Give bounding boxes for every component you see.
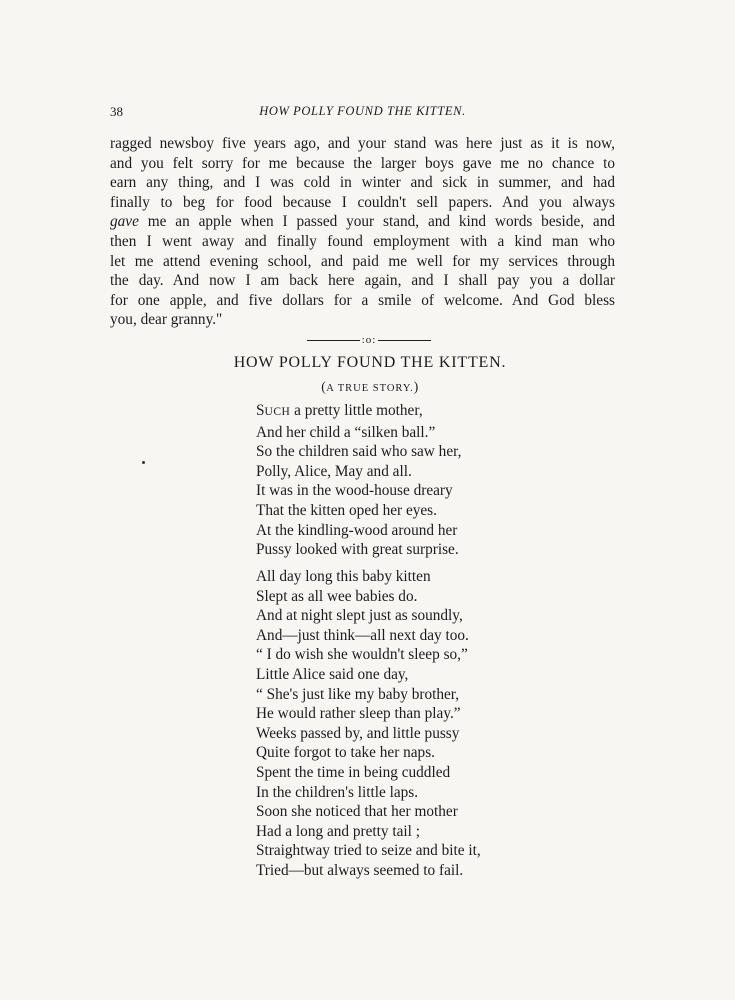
subtitle-close-paren: ) bbox=[413, 379, 419, 394]
verse-line: Weeks passed by, and little pussy bbox=[256, 724, 460, 742]
subtitle-open-paren: ( bbox=[321, 379, 327, 394]
verse-line: All day long this baby kitten bbox=[256, 568, 431, 585]
verse-line-first bbox=[256, 401, 461, 423]
subtitle-text: A TRUE STORY. bbox=[326, 383, 414, 394]
verse-line: Quite forgot to take her naps. bbox=[256, 744, 435, 762]
verse-line: So the children said who saw her, bbox=[256, 443, 462, 461]
verse-line: He would rather sleep than play.” bbox=[256, 705, 461, 723]
prose-paragraph bbox=[110, 134, 615, 330]
divider-rule-left bbox=[307, 340, 360, 341]
initial-letter: S bbox=[256, 402, 265, 419]
running-title: HOW POLLY FOUND THE KITTEN. bbox=[259, 104, 466, 118]
prose-line: you, dear granny." bbox=[110, 311, 223, 329]
verse-line: Soon she noticed that her mother bbox=[256, 803, 458, 821]
poem-title: HOW POLLY FOUND THE KITTEN. bbox=[233, 354, 507, 371]
verse-line: Had a long and pretty tail ; bbox=[256, 822, 420, 840]
verse-line: In the children's little laps. bbox=[256, 783, 419, 801]
stanza-1 bbox=[256, 401, 461, 560]
verse-line: “ She's just like my baby brother, bbox=[256, 685, 460, 703]
prose-line: the day. And now I am back here again, and I shall pay you a dollar bbox=[110, 272, 615, 290]
verse-line: Tried—but always seemed to fail. bbox=[256, 861, 464, 879]
prose-line: for one apple, and five dollars for a smile of welcome. And God bless bbox=[110, 291, 615, 309]
prose-line: then I went away and finally found employment with a kind man who bbox=[110, 232, 615, 250]
small-caps-rest: UCH bbox=[264, 406, 291, 418]
divider-rule-right bbox=[378, 340, 431, 341]
verse-line: Spent the time in being cuddled bbox=[256, 763, 451, 781]
verse-line: Polly, Alice, May and all. bbox=[256, 462, 412, 480]
verse-line: Straightway tried to seize and bite it, bbox=[256, 842, 481, 860]
prose-line: and you felt sorry for me because the larger boys gave me no chance to bbox=[110, 154, 615, 172]
verse-line: Little Alice said one day, bbox=[256, 665, 409, 683]
prose-line: let me attend evening school, and paid me well for my services through bbox=[110, 252, 615, 270]
prose-line: finally to beg for food because I couldn't sell papers. And you always bbox=[110, 193, 615, 211]
stanza-2 bbox=[256, 567, 481, 881]
prose-line: ragged newsboy five years ago, and your stand was here just as it is now, bbox=[110, 135, 615, 152]
verse-line: “ I do wish she wouldn't sleep so,” bbox=[256, 646, 468, 664]
verse-line: And—just think—all next day too. bbox=[256, 626, 469, 644]
verse-line-rest: a pretty little mother, bbox=[290, 402, 423, 419]
running-head bbox=[110, 104, 615, 120]
verse-line: Slept as all wee babies do. bbox=[256, 587, 418, 605]
verse-line: At the kindling-wood around her bbox=[256, 521, 458, 539]
prose-line-rest: me an apple when I passed your stand, and kind words beside, and bbox=[147, 213, 616, 231]
page-number: 38 bbox=[110, 104, 123, 119]
verse-line: And her child a “silken ball.” bbox=[256, 423, 436, 441]
divider-mark: :o: bbox=[361, 334, 377, 346]
verse-line: And at night slept just as soundly, bbox=[256, 607, 463, 625]
verse-line: That the kitten oped her eyes. bbox=[256, 501, 437, 519]
verse-line: Pussy looked with great surprise. bbox=[256, 541, 459, 559]
ink-speck bbox=[142, 461, 145, 464]
emphasis-word: gave bbox=[110, 213, 139, 231]
verse-line: It was in the wood-house dreary bbox=[256, 482, 453, 500]
prose-line: earn any thing, and I was cold in winter and sick in summer, and had bbox=[110, 174, 615, 192]
section-divider bbox=[307, 334, 431, 346]
prose-line-with-emphasis bbox=[110, 212, 615, 232]
poem-subtitle bbox=[110, 379, 630, 395]
